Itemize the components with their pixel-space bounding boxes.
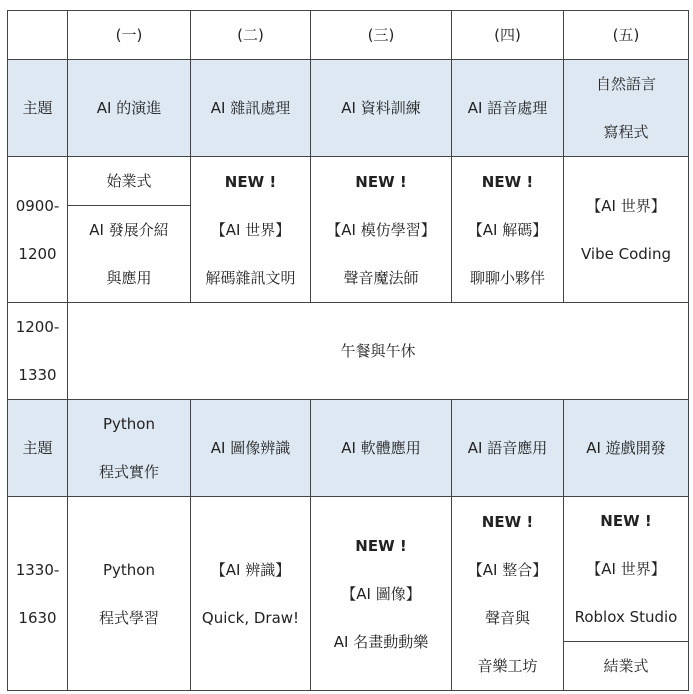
session-cell-thu: NEW ! 【AI 解碼】 聊聊小夥伴 [452, 157, 564, 303]
session-cell-tue: 【AI 辨識】 Quick, Draw! [191, 497, 311, 691]
session-cell-thu: NEW ! 【AI 整合】 聲音與 音樂工坊 [452, 497, 564, 691]
topic-cell: AI 軟體應用 [311, 400, 452, 497]
topic-label: 主題 [8, 60, 68, 157]
opening-ceremony: 始業式 [68, 157, 190, 206]
time-cell: 0900- 1200 [8, 157, 68, 303]
session-cell-wed: NEW ! 【AI 模仿學習】 聲音魔法師 [311, 157, 452, 303]
topic-cell: AI 資料訓練 [311, 60, 452, 157]
new-badge: NEW ! [224, 172, 277, 191]
lunch-cell: 午餐與午休 [68, 303, 689, 400]
day-header-4: (四) [452, 11, 564, 60]
topic-cell: AI 的演進 [68, 60, 191, 157]
topic-cell: AI 語音處理 [452, 60, 564, 157]
morning-topic-row [8, 60, 689, 157]
day-header-5: (五) [564, 11, 689, 60]
time-cell: 1200- 1330 [8, 303, 68, 400]
topic-label: 主題 [8, 400, 68, 497]
session-cell-fri [564, 497, 689, 691]
session-cell-fri: 【AI 世界】 Vibe Coding [564, 157, 689, 303]
day-header-2: (二) [191, 11, 311, 60]
corner-cell [8, 11, 68, 60]
morning-session-row [8, 157, 689, 303]
session-cell-tue: NEW ! 【AI 世界】 解碼雜訊文明 [191, 157, 311, 303]
topic-cell: Python 程式實作 [68, 400, 191, 497]
time-cell: 1330- 1630 [8, 497, 68, 691]
fri-top-block: NEW ! 【AI 世界】 Roblox Studio [564, 497, 688, 642]
session-cell-mon: Python 程式學習 [68, 497, 191, 691]
topic-cell: AI 圖像辨識 [191, 400, 311, 497]
closing-ceremony: 結業式 [603, 657, 649, 675]
topic-cell: AI 雜訊處理 [191, 60, 311, 157]
new-badge: NEW ! [600, 512, 652, 530]
session-cell-mon: 始業式 AI 發展介紹 與應用 [68, 157, 191, 303]
afternoon-topic-row [8, 400, 689, 497]
new-badge: NEW ! [481, 172, 534, 191]
afternoon-session-row [8, 497, 689, 691]
lunch-row [8, 303, 689, 400]
schedule-table [7, 10, 689, 691]
session-cell-wed: NEW ! 【AI 圖像】 AI 名畫動動樂 [311, 497, 452, 691]
new-badge: NEW ! [355, 172, 407, 191]
header-row [8, 11, 689, 60]
topic-cell: 自然語言 寫程式 [564, 60, 689, 157]
day-header-3: (三) [311, 11, 452, 60]
topic-cell: AI 遊戲開發 [564, 400, 689, 497]
new-badge: NEW ! [481, 512, 534, 531]
day-header-1: (一) [68, 11, 191, 60]
topic-cell: AI 語音應用 [452, 400, 564, 497]
new-badge: NEW ! [355, 536, 407, 555]
